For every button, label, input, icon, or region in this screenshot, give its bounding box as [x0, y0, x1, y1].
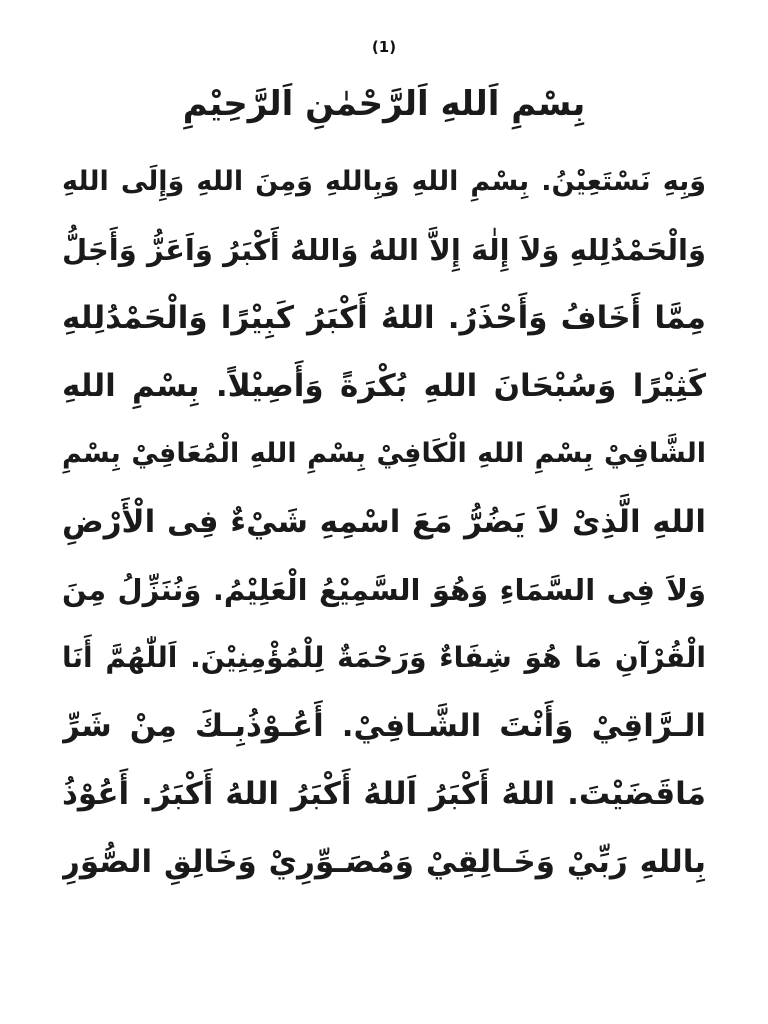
text-line-3: مِمَّا أَخَافُ وَأَحْذَرُ. اللهُ أَكْبَرُ كَبِيْرًا وَالْحَمْدُلِلهِ [62, 300, 706, 336]
text-line-8: الْقُرْآنِ مَا هُوَ شِفَاءٌ وَرَحْمَةٌ لِلْمُؤْمِنِيْنَ. اَللّٰهُمَّ أَنَا [62, 641, 706, 674]
prayer-text [62, 148, 706, 896]
text-line-7: وَلاَ فِى السَّمَاءِ وَهُوَ السَّمِيْعُ الْعَلِيْمُ. وَنُنَزِّلُ مِنَ [62, 573, 706, 607]
text-line-4: كَثِيْرًا وَسُبْحَانَ اللهِ بُكْرَةً وَأَصِيْلاً. بِسْمِ اللهِ [62, 368, 706, 404]
text-line-11: بِاللهِ رَبِّيْ وَخَـالِقِيْ وَمُصَـوِّرِيْ وَخَالِقِ الصُّوَرِ [62, 844, 706, 880]
page-number: (1) [371, 38, 397, 56]
basmala-heading: بِسْمِ اَللهِ اَلرَّحْمٰنِ اَلرَّحِيْمِ [182, 84, 586, 124]
text-line-5: الشَّافِيْ بِسْمِ اللهِ الْكَافِيْ بِسْمِ اللهِ الْمُعَافِيْ بِسْمِ [62, 438, 706, 469]
text-line-6: اللهِ الَّذِىْ لاَ يَضُرُّ مَعَ اسْمِهِ شَيْءٌ فِى الْأَرْضِ [62, 504, 706, 540]
text-line-10: مَاقَضَيْتَ. اللهُ أَكْبَرُ اَللهُ أَكْبَرُ اللهُ أَكْبَرُ. أَعُوْذُ [62, 776, 706, 812]
text-line-2: وَالْحَمْدُلِلهِ وَلاَ إِلٰهَ إِلاَّ اللهُ وَاللهُ أَكْبَرُ وَاَعَزُّ وَأَجَلُّ [62, 233, 706, 267]
text-line-9: الـرَّاقِيْ وَأَنْتَ الشَّـافِيْ. أَعُـوْذُبِـكَ مِنْ شَرِّ [62, 708, 706, 744]
text-line-1: وَبِهِ نَسْتَعِيْنُ. بِسْمِ اللهِ وَبِاللهِ وَمِنَ اللهِ وَإِلَى اللهِ [62, 166, 706, 197]
